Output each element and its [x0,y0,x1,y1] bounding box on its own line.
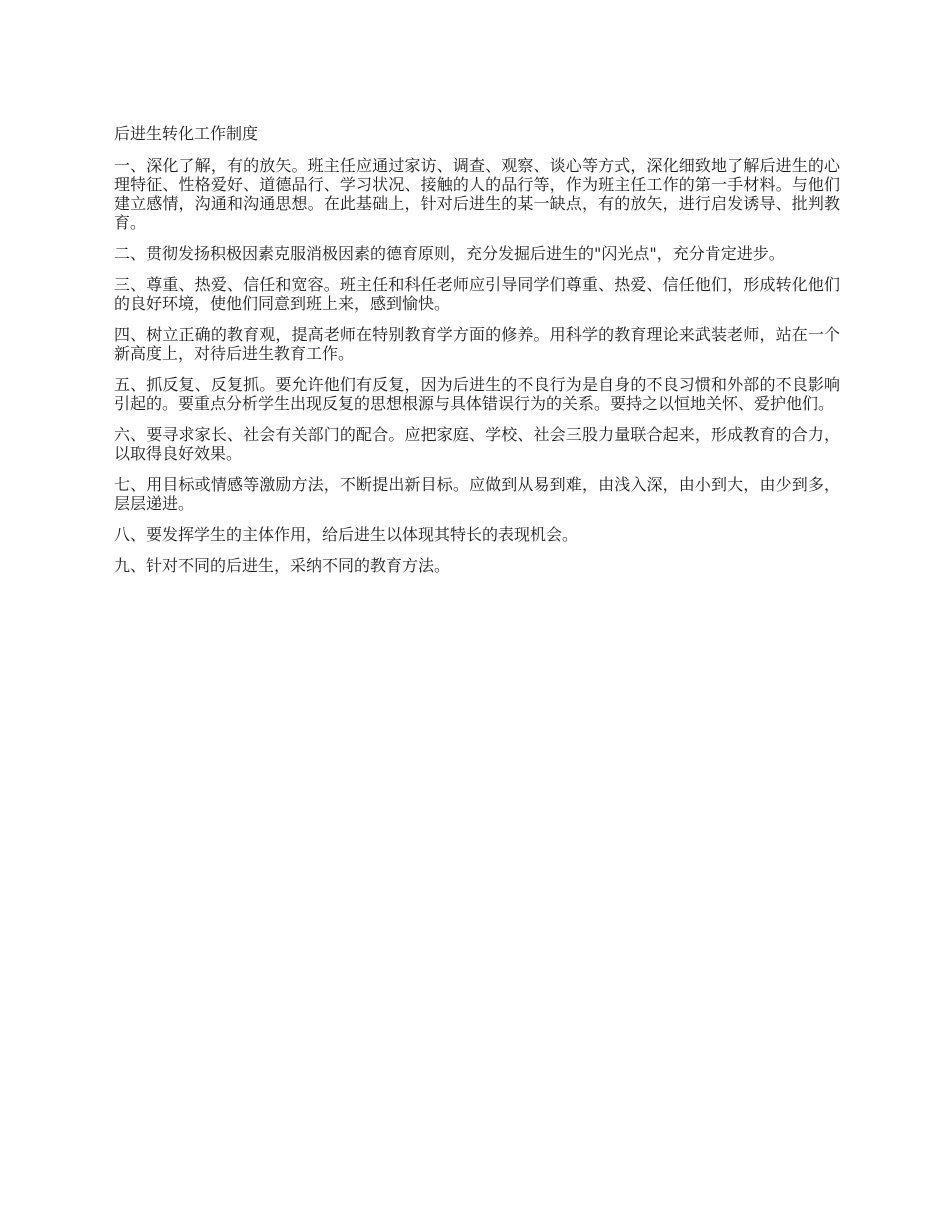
paragraph-1: 一、深化了解，有的放矢。班主任应通过家访、调查、观察、谈心等方式，深化细致地了解后进生的心理特征、性格爱好、道德品行、学习状况、接触的人的品行等，作为班主任工作的第一手材料。与他们建立感情，沟通和沟通思想。在此基础上，针对后进生的某一缺点，有的放矢，进行启发诱导、批判教育。 [114,156,840,232]
paragraph-3: 三、尊重、热爱、信任和宽容。班主任和科任老师应引导同学们尊重、热爱、信任他们，形成转化他们的良好环境，使他们同意到班上来，感到愉快。 [114,275,840,313]
paragraph-7: 七、用目标或情感等激励方法，不断提出新目标。应做到从易到难，由浅入深，由小到大，由少到多，层层递进。 [114,475,840,513]
document-title: 后进生转化工作制度 [114,124,259,143]
paragraph-5: 五、抓反复、反复抓。要允许他们有反复，因为后进生的不良行为是自身的不良习惯和外部的不良影响引起的。要重点分析学生出现反复的思想根源与具体错误行为的关系。要持之以恒地关怀、爱护他们。 [114,375,840,413]
paragraph-2: 二、贯彻发扬积极因素克服消极因素的德育原则，充分发掘后进生的"闪光点"，充分肯定进步。 [114,244,785,263]
paragraph-9: 九、针对不同的后进生，采纳不同的教育方法。 [114,556,451,575]
paragraph-4: 四、树立正确的教育观，提高老师在特别教育学方面的修养。用科学的教育理论来武装老师，站在一个新高度上，对待后进生教育工作。 [114,325,840,363]
paragraph-6: 六、要寻求家长、社会有关部门的配合。应把家庭、学校、社会三股力量联合起来，形成教育的合力，以取得良好效果。 [114,425,840,463]
document-page [114,124,840,587]
paragraph-8: 八、要发挥学生的主体作用，给后进生以体现其特长的表现机会。 [114,525,579,544]
